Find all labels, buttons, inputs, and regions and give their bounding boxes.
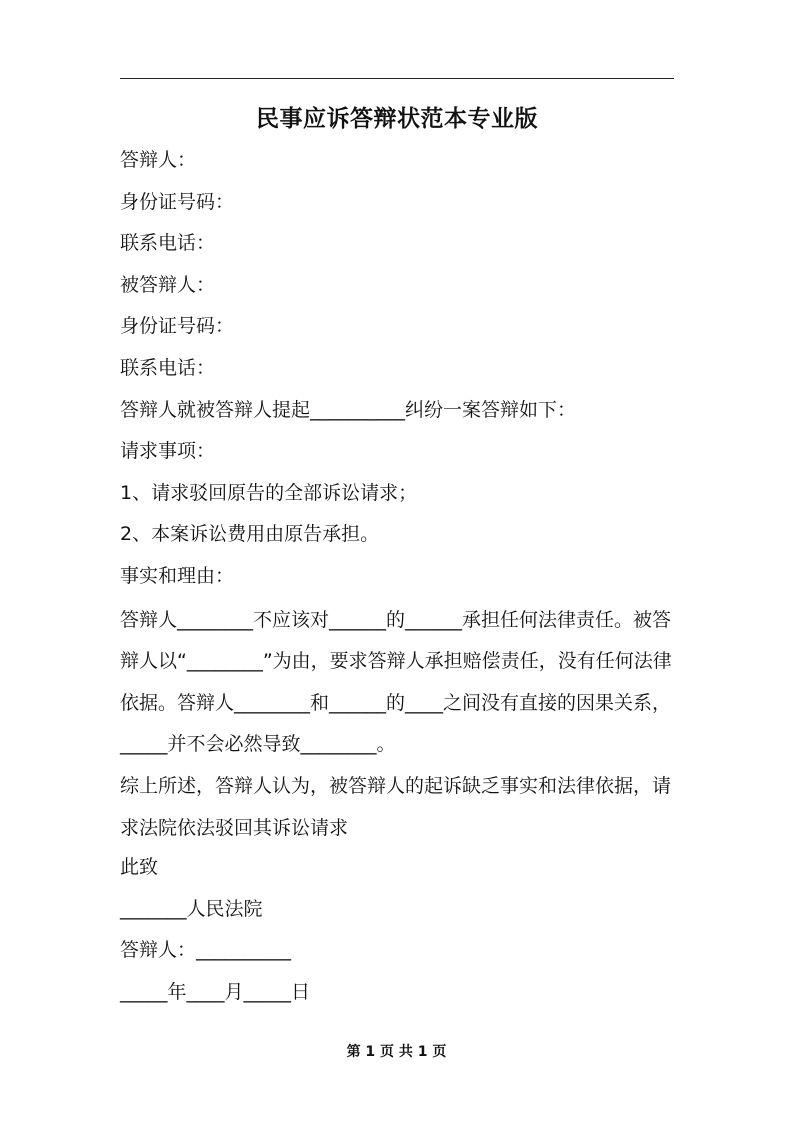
- salutation: 此致: [120, 856, 159, 879]
- facts-heading: 事实和理由：: [120, 564, 235, 587]
- respondent-id-label: 身份证号码：: [120, 190, 235, 213]
- request-item: 2、本案诉讼费用由原告承担。: [120, 523, 380, 546]
- claimant-phone-label: 联系电话：: [120, 356, 216, 379]
- requests-heading: 请求事项：: [120, 440, 216, 463]
- respondent-phone-label: 联系电话：: [120, 232, 216, 255]
- court-line: _______人民法院: [120, 897, 263, 920]
- respondent-label: 答辩人：: [120, 149, 197, 171]
- signature-line: 答辩人：__________: [120, 939, 292, 962]
- conclusion-paragraph: 综上所述，答辩人认为，被答辩人的起诉缺乏事实和法律依据，请求法院依法驳回其诉讼请求: [120, 774, 672, 839]
- document-title: 民事应诉答辩状范本专业版: [256, 106, 538, 132]
- claimant-id-label: 身份证号码：: [120, 315, 235, 338]
- claimant-label: 被答辩人：: [120, 273, 216, 296]
- page-indicator: 第 1 页 共 1 页: [346, 1044, 447, 1060]
- date-line: _____年____月_____日: [120, 980, 311, 1003]
- facts-paragraph: 答辩人________不应该对______的______承担任何法律责任。被答辩人以“________”为由，要求答辩人承担赔偿责任，没有任何法律依据。答辩人________和______的____之间没有直接的因果关系，_____并不会必然导致________。: [120, 608, 672, 756]
- document-body: [120, 142, 680, 1015]
- request-item: 1、请求驳回原告的全部诉讼请求；: [120, 481, 418, 504]
- header-rule: [120, 78, 674, 79]
- intro-line: 答辩人就被答辩人提起__________纠纷一案答辩如下：: [120, 398, 577, 421]
